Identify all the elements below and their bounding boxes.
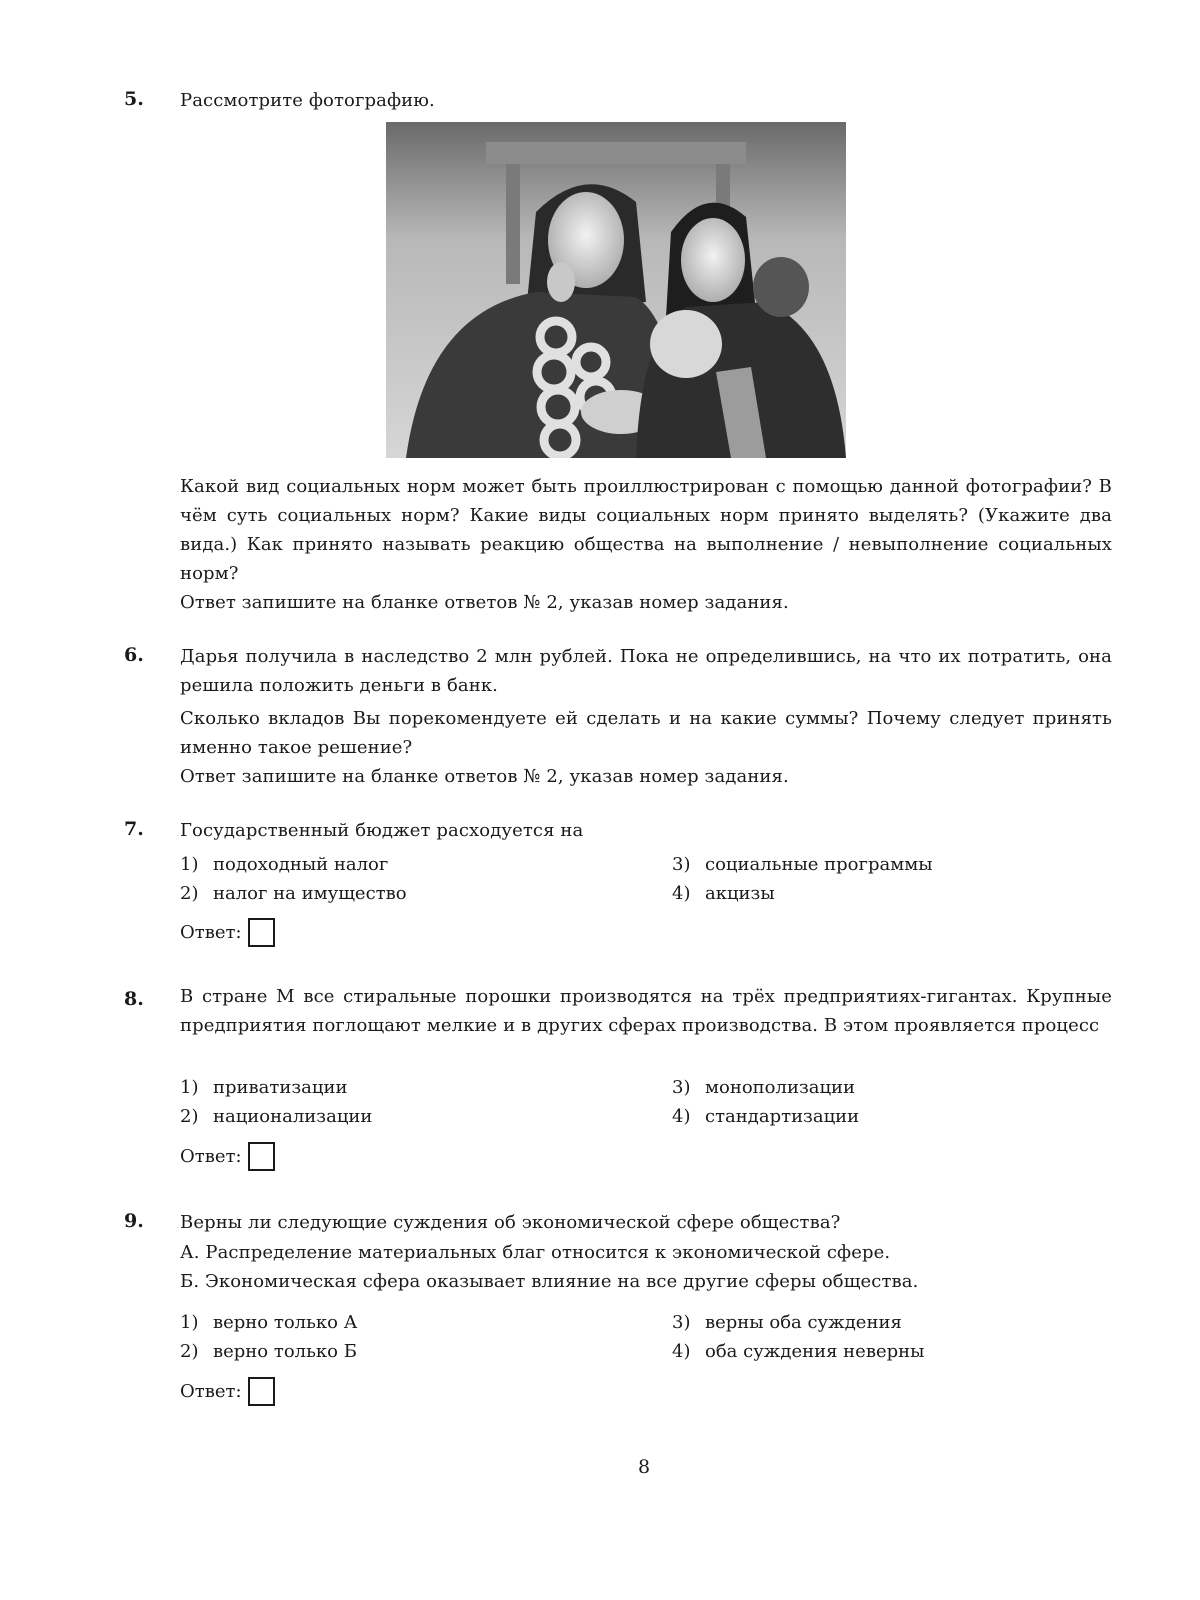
option-label: верно только Б xyxy=(213,1341,357,1362)
q8-option-2[interactable] xyxy=(180,1102,372,1131)
question-number-5: 5. xyxy=(124,88,144,110)
answer-label: Ответ: xyxy=(180,1146,242,1167)
answer-label: Ответ: xyxy=(180,922,242,943)
q6-question: Сколько вкладов Вы порекомендуете ей сделать и на какие суммы? Почему следует принять именно такое решение? xyxy=(180,708,1112,758)
option-label: монополизации xyxy=(705,1077,856,1098)
q9-statement-b: Б. Экономическая сфера оказывает влияние на все другие сферы общества. xyxy=(180,1271,919,1292)
option-label: верно только А xyxy=(213,1312,358,1333)
option-number: 4) xyxy=(672,1341,691,1362)
q9-option-2[interactable] xyxy=(180,1337,357,1366)
q7-option-4[interactable] xyxy=(672,879,775,908)
option-number: 2) xyxy=(180,1341,199,1362)
q9-answer-box[interactable] xyxy=(248,1377,275,1406)
question-number-6: 6. xyxy=(124,644,144,666)
option-label: социальные программы xyxy=(705,854,933,875)
option-number: 1) xyxy=(180,1077,199,1098)
q7-answer xyxy=(180,918,275,947)
option-label: акцизы xyxy=(705,883,775,904)
q6-answer-note: Ответ запишите на бланке ответов № 2, указав номер задания. xyxy=(180,766,789,787)
q8-answer xyxy=(180,1142,275,1171)
option-number: 1) xyxy=(180,1312,199,1333)
question-number-7: 7. xyxy=(124,818,144,840)
option-number: 2) xyxy=(180,883,199,904)
option-number: 1) xyxy=(180,854,199,875)
option-label: налог на имущество xyxy=(213,883,407,904)
option-label: национализации xyxy=(213,1106,373,1127)
q7-option-3[interactable] xyxy=(672,850,933,879)
q7-option-1[interactable] xyxy=(180,850,388,879)
q8-answer-box[interactable] xyxy=(248,1142,275,1171)
q9-answer xyxy=(180,1377,275,1406)
page-number: 8 xyxy=(637,1456,651,1478)
option-label: оба суждения неверны xyxy=(705,1341,925,1362)
option-number: 3) xyxy=(672,1077,691,1098)
q9-option-4[interactable] xyxy=(672,1337,924,1366)
option-label: верны оба суждения xyxy=(705,1312,902,1333)
question-number-8: 8. xyxy=(124,988,144,1010)
question-number-9: 9. xyxy=(124,1210,144,1232)
q9-statement-a: А. Распределение материальных благ относится к экономической сфере. xyxy=(180,1242,891,1263)
q5-intro: Рассмотрите фотографию. xyxy=(180,90,435,111)
q8-text: В стране М все стиральные порошки производятся на трёх предприятиях-гигантах. Крупные предприятия поглощают мелкие и в других сферах производства. В этом проявляется процесс xyxy=(180,986,1112,1036)
q6-text: Дарья получила в наследство 2 млн рублей. Пока не определившись, на что их потратить, она решила положить деньги в банк. xyxy=(180,646,1112,696)
q9-text: Верны ли следующие суждения об экономической сфере общества? xyxy=(180,1212,841,1233)
q9-option-3[interactable] xyxy=(672,1308,902,1337)
option-label: приватизации xyxy=(213,1077,348,1098)
option-number: 4) xyxy=(672,883,691,904)
q8-option-1[interactable] xyxy=(180,1073,347,1102)
photo-two-women-with-bagels xyxy=(386,122,846,458)
q7-answer-box[interactable] xyxy=(248,918,275,947)
q8-option-3[interactable] xyxy=(672,1073,855,1102)
option-number: 3) xyxy=(672,854,691,875)
option-label: подоходный налог xyxy=(213,854,389,875)
q5-answer-note: Ответ запишите на бланке ответов № 2, указав номер задания. xyxy=(180,592,789,613)
option-number: 3) xyxy=(672,1312,691,1333)
q7-option-2[interactable] xyxy=(180,879,407,908)
q5-question: Какой вид социальных норм может быть проиллюстрирован с помощью данной фотографии? В чём суть социальных норм? Какие виды социальных норм принято выделять? (Укажите два вида.) Как принято называть реакцию общества на выполнение / невыполнение социальных норм? xyxy=(180,476,1112,584)
q9-option-1[interactable] xyxy=(180,1308,357,1337)
q7-text: Государственный бюджет расходуется на xyxy=(180,820,584,841)
option-label: стандартизации xyxy=(705,1106,860,1127)
answer-label: Ответ: xyxy=(180,1381,242,1402)
option-number: 2) xyxy=(180,1106,199,1127)
option-number: 4) xyxy=(672,1106,691,1127)
q8-option-4[interactable] xyxy=(672,1102,859,1131)
